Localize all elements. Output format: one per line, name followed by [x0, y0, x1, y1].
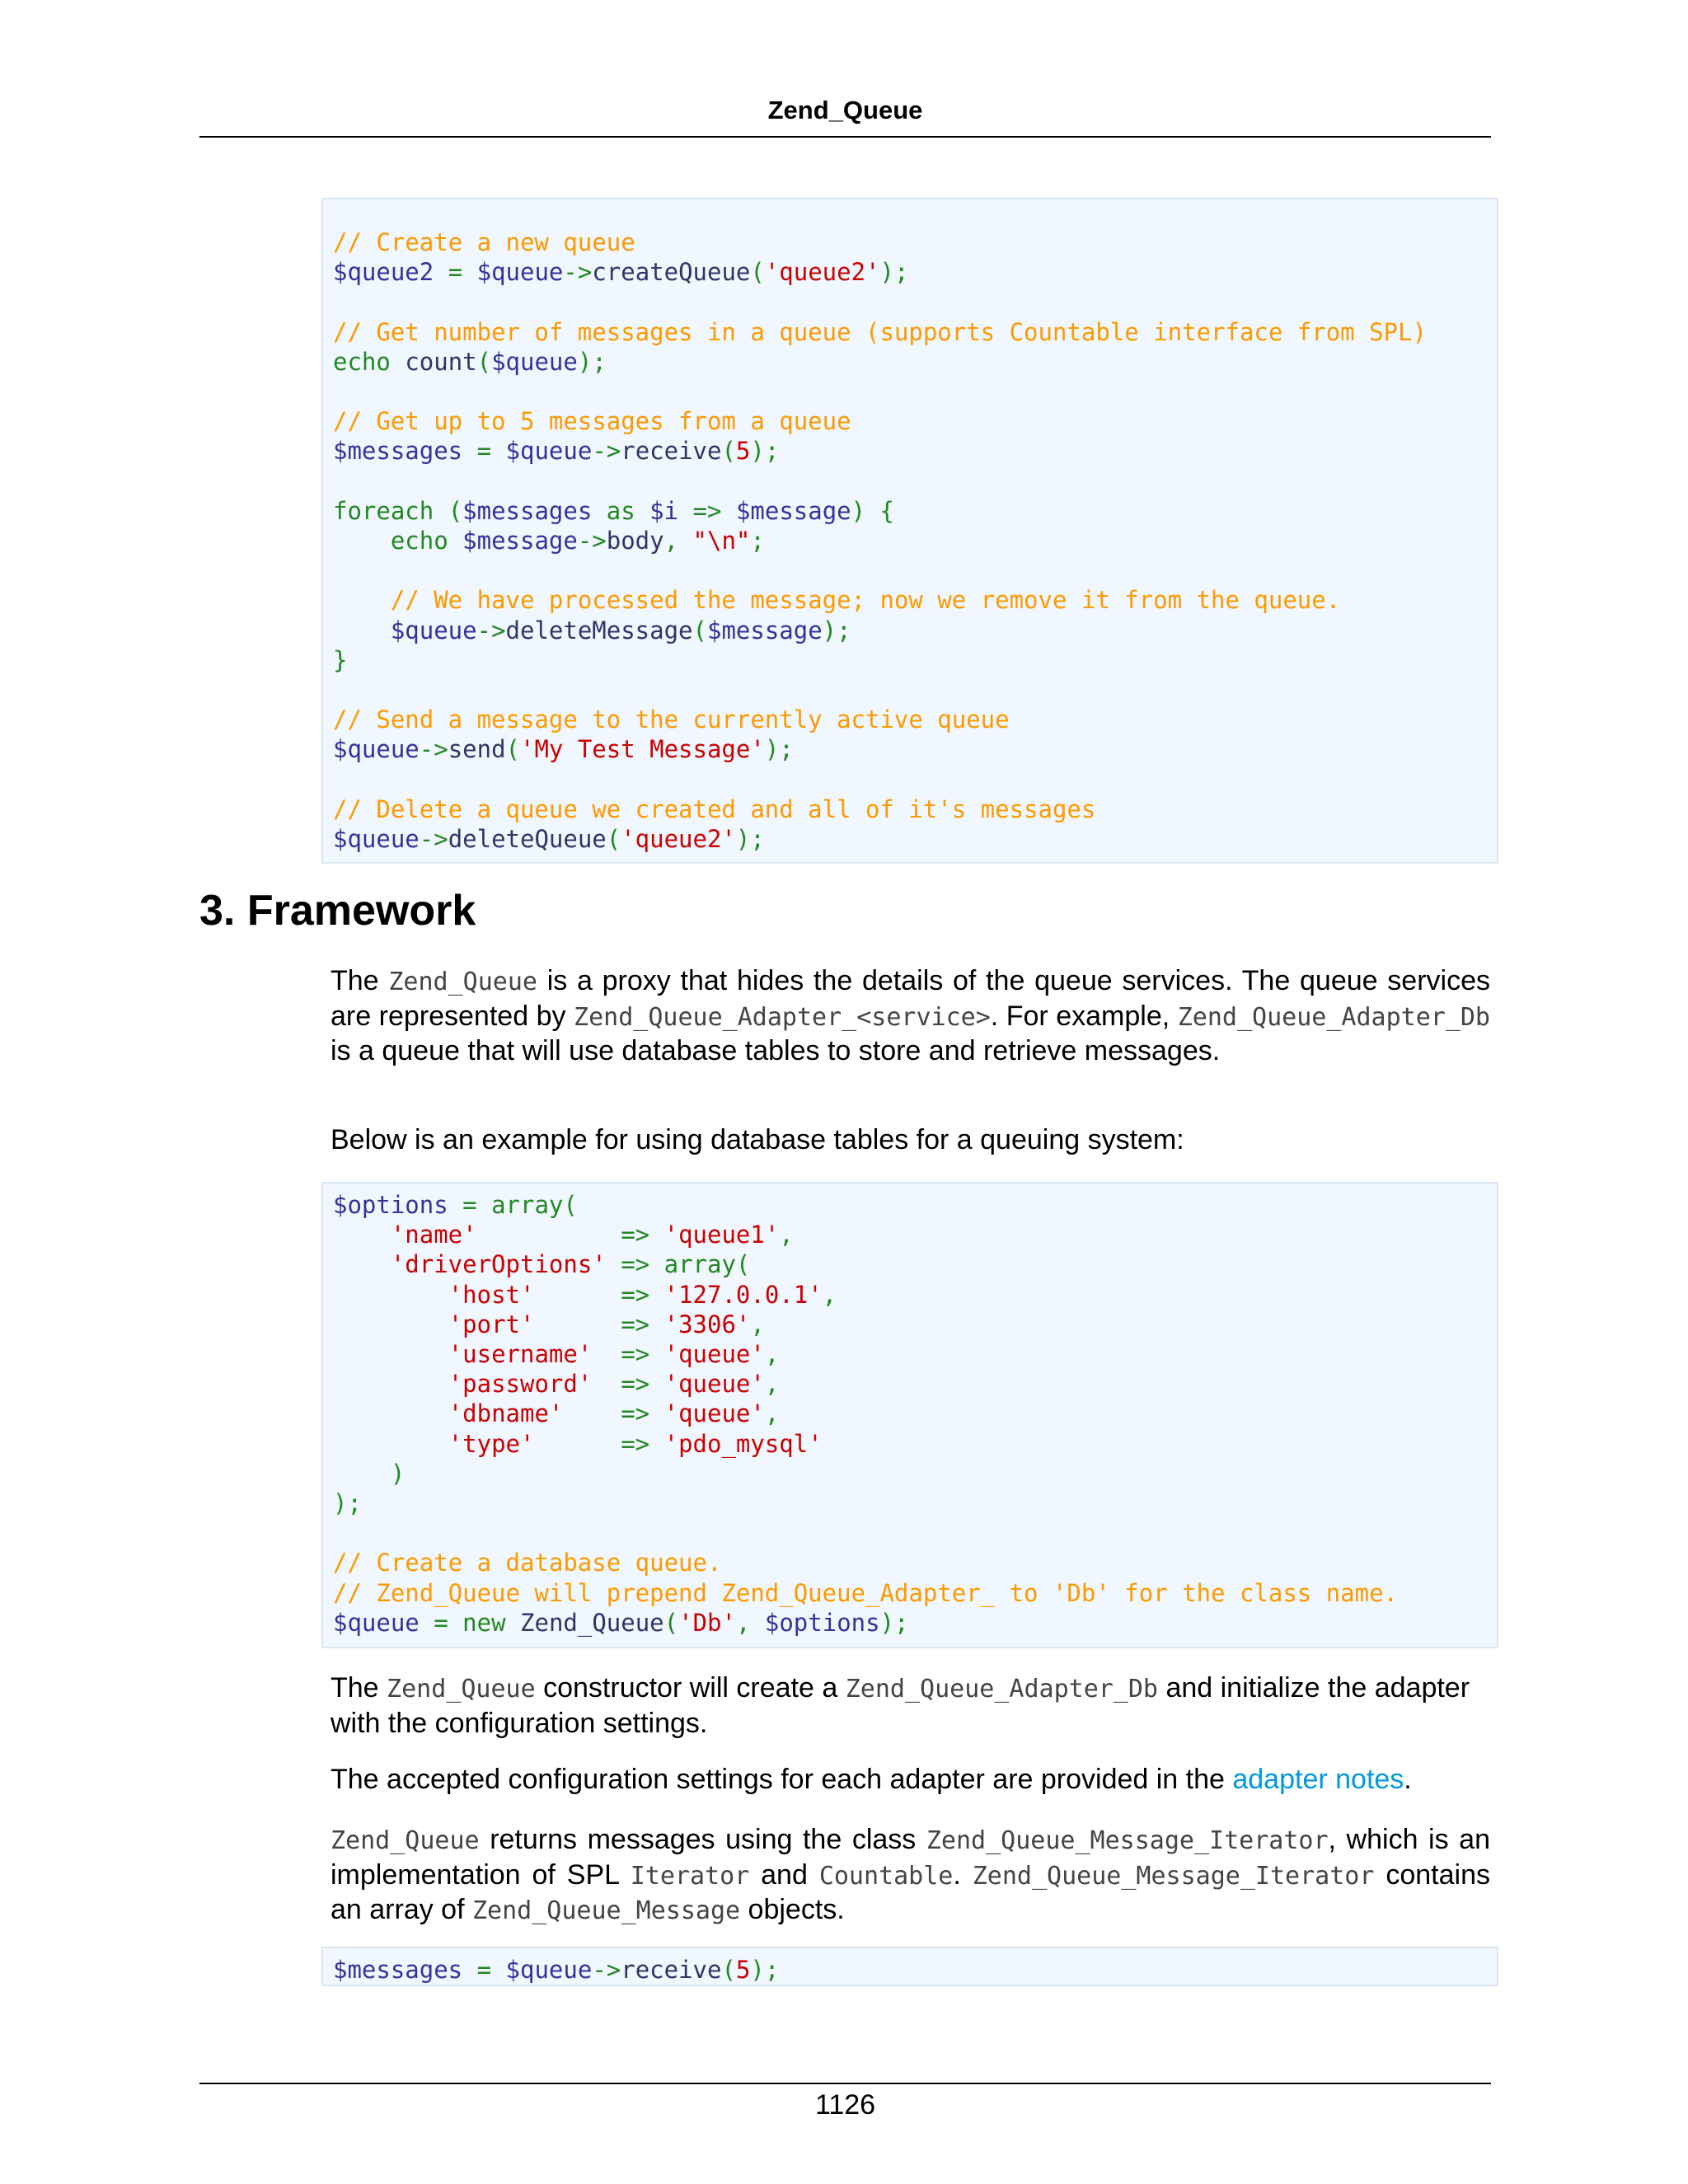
code-var: $messages: [462, 496, 593, 525]
text: . For example,: [990, 1000, 1178, 1032]
adapter-notes-link[interactable]: adapter notes: [1232, 1764, 1404, 1795]
code-string: 'driverOptions': [390, 1250, 607, 1279]
text: is a queue that will use database tables to store and retrieve messages.: [331, 1035, 1221, 1066]
code-var: $options: [333, 1191, 448, 1219]
code-function: count: [405, 347, 477, 376]
code-var: $message: [706, 616, 823, 644]
code-comment: // Create a new queue: [333, 228, 635, 256]
code-block-queue-operations: // Create a new queue $queue2 = $queue->createQueue('queue2'); // Get number of messages in a queue (supports Countable interface from SPL) echo count($queue); // Get up to 5 messages from a queue $messages = $queue->receive(5); foreach ($messages as $i => $message) { echo $message->body, "\n"; // We have processed the message; now we remove it from the queue. $queue->deleteMessage($message); } // Send a message to the currently active queue $queue->send('My Test Message'); // Delete a queue we created and all of it's messages $queue->deleteQueue('queue2');: [321, 198, 1498, 864]
page-number: 1126: [814, 2089, 876, 2121]
inline-code: Iterator: [630, 1861, 750, 1891]
code-string: 'queue': [663, 1340, 765, 1369]
code-var: $message: [462, 527, 578, 555]
inline-code: Countable: [818, 1861, 954, 1891]
code-class: Zend_Queue: [520, 1608, 664, 1637]
text: is a proxy that hides the details of the queue services. The queue services are represented by: [331, 965, 1490, 1032]
code-string: 'Db': [678, 1608, 736, 1637]
inline-code: Zend_Queue_Message_Iterator: [926, 1826, 1329, 1855]
code-var: $queue: [476, 258, 564, 287]
code-string: 'queue2': [764, 258, 880, 287]
code-keyword: new: [462, 1608, 506, 1637]
text: The: [331, 965, 389, 996]
code-block-db-options: $options = array( 'name' => 'queue1', 'driverOptions' => array( 'host' => '127.0.0.1', 'port' => '3306', 'username' => 'queue', 'password' => 'queue', 'dbname' => 'queue', 'type' => 'pdo_mysql' ) ); // Create a database queue. // Zend_Queue will prepend Zend_Queue_Adapter_ to 'Db' for the class name. $queue = new Zend_Queue('Db', $options);: [321, 1182, 1498, 1648]
section-title: 3. Framework: [199, 887, 476, 935]
code-comment: // Get number of messages in a queue (supports Countable interface from SPL): [333, 317, 1427, 346]
code-comment: // Create a database queue.: [333, 1549, 722, 1577]
text: contains an array of: [331, 1858, 1490, 1925]
text: and: [749, 1858, 819, 1891]
footer-rule: [199, 2083, 1491, 2084]
header-rule: [199, 136, 1491, 138]
code-method: receive: [621, 1956, 722, 1984]
code-string: 'host': [448, 1280, 535, 1309]
code-var: $queue: [390, 616, 477, 644]
code-keyword: array: [663, 1250, 736, 1279]
inline-code: Zend_Queue_Message: [471, 1896, 741, 1925]
code-string: "\n": [692, 527, 751, 555]
code-var: $message: [735, 496, 851, 525]
code-string: 'dbname': [448, 1399, 564, 1428]
code-var: $queue: [333, 1608, 420, 1637]
code-keyword: as: [606, 496, 635, 525]
inline-code: Zend_Queue_Adapter_<service>: [574, 1002, 991, 1032]
code-method: send: [448, 735, 506, 764]
code-block-receive: $messages = $queue->receive(5);: [321, 1947, 1498, 1986]
code-string: 'queue': [663, 1399, 765, 1428]
code-string: 'queue2': [621, 825, 736, 854]
text: objects.: [740, 1894, 845, 1925]
code-method: deleteQueue: [448, 825, 607, 854]
code-comment: // Send a message to the currently active queue: [333, 705, 1010, 734]
inline-code: Zend_Queue: [331, 1826, 480, 1855]
code-string: '3306': [663, 1310, 751, 1338]
code-method: receive: [621, 437, 722, 466]
paragraph-constructor: [331, 1671, 1490, 1740]
paragraph-example-intro: Below is an example for using database tables for a queuing system:: [331, 1124, 1184, 1155]
code-string: 'My Test Message': [520, 735, 765, 764]
text: and initialize the adapter with the configuration settings.: [331, 1672, 1470, 1739]
inline-code: Zend_Queue_Message_Iterator: [972, 1861, 1375, 1891]
code-var: $i: [649, 496, 679, 525]
code-keyword: echo: [390, 527, 448, 555]
code-string: '127.0.0.1': [663, 1280, 823, 1309]
code-keyword: echo: [333, 347, 391, 376]
code-var: $queue: [491, 347, 578, 376]
code-number: 5: [735, 437, 751, 466]
code-string: 'username': [448, 1340, 593, 1369]
text: The accepted configuration settings for each adapter are provided in the: [331, 1764, 1233, 1795]
paragraph-config-settings: [331, 1763, 1490, 1797]
code-var: $queue2: [333, 258, 434, 287]
inline-code: Zend_Queue_Adapter_Db: [1177, 1002, 1490, 1032]
code-string: 'queue1': [663, 1221, 780, 1249]
running-header: Zend_Queue: [767, 96, 923, 124]
code-string: 'port': [448, 1310, 535, 1338]
code-var: $queue: [333, 825, 420, 854]
code-keyword: foreach: [333, 496, 434, 525]
code-method: createQueue: [592, 258, 751, 287]
code-comment: // Get up to 5 messages from a queue: [333, 407, 851, 436]
text: The: [331, 1672, 387, 1704]
code-property: body: [606, 527, 664, 555]
text: .: [953, 1858, 973, 1891]
code-keyword: array: [491, 1191, 564, 1219]
code-string: 'queue': [663, 1370, 765, 1399]
text: constructor will create a: [535, 1672, 846, 1704]
paragraph-iterator: [331, 1823, 1490, 1929]
code-var: $queue: [505, 1956, 593, 1984]
code-number: 5: [735, 1956, 751, 1984]
code-var: $messages: [333, 437, 463, 466]
text: returns messages using the class: [479, 1824, 926, 1855]
code-comment: // Zend_Queue will prepend Zend_Queue_Adapter_ to 'Db' for the class name.: [333, 1578, 1399, 1607]
text: , which is an implementation of SPL: [331, 1824, 1490, 1891]
code-string: 'type': [448, 1429, 535, 1458]
code-string: 'password': [448, 1370, 593, 1399]
inline-code: Zend_Queue_Adapter_Db: [845, 1675, 1158, 1704]
code-var: $queue: [333, 735, 420, 764]
code-var: $options: [764, 1608, 880, 1637]
code-string: 'name': [390, 1221, 477, 1249]
code-comment: // Delete a queue we created and all of it's messages: [333, 794, 1096, 823]
code-var: $messages: [333, 1956, 463, 1984]
inline-code: Zend_Queue: [387, 1675, 536, 1704]
inline-code: Zend_Queue: [388, 968, 537, 996]
code-var: $queue: [505, 437, 593, 466]
code-method: deleteMessage: [505, 616, 693, 644]
code-comment: // We have processed the message; now we remove it from the queue.: [390, 586, 1341, 615]
text: .: [1404, 1764, 1412, 1795]
code-string: 'pdo_mysql': [663, 1429, 823, 1458]
paragraph-intro: [331, 964, 1490, 1068]
